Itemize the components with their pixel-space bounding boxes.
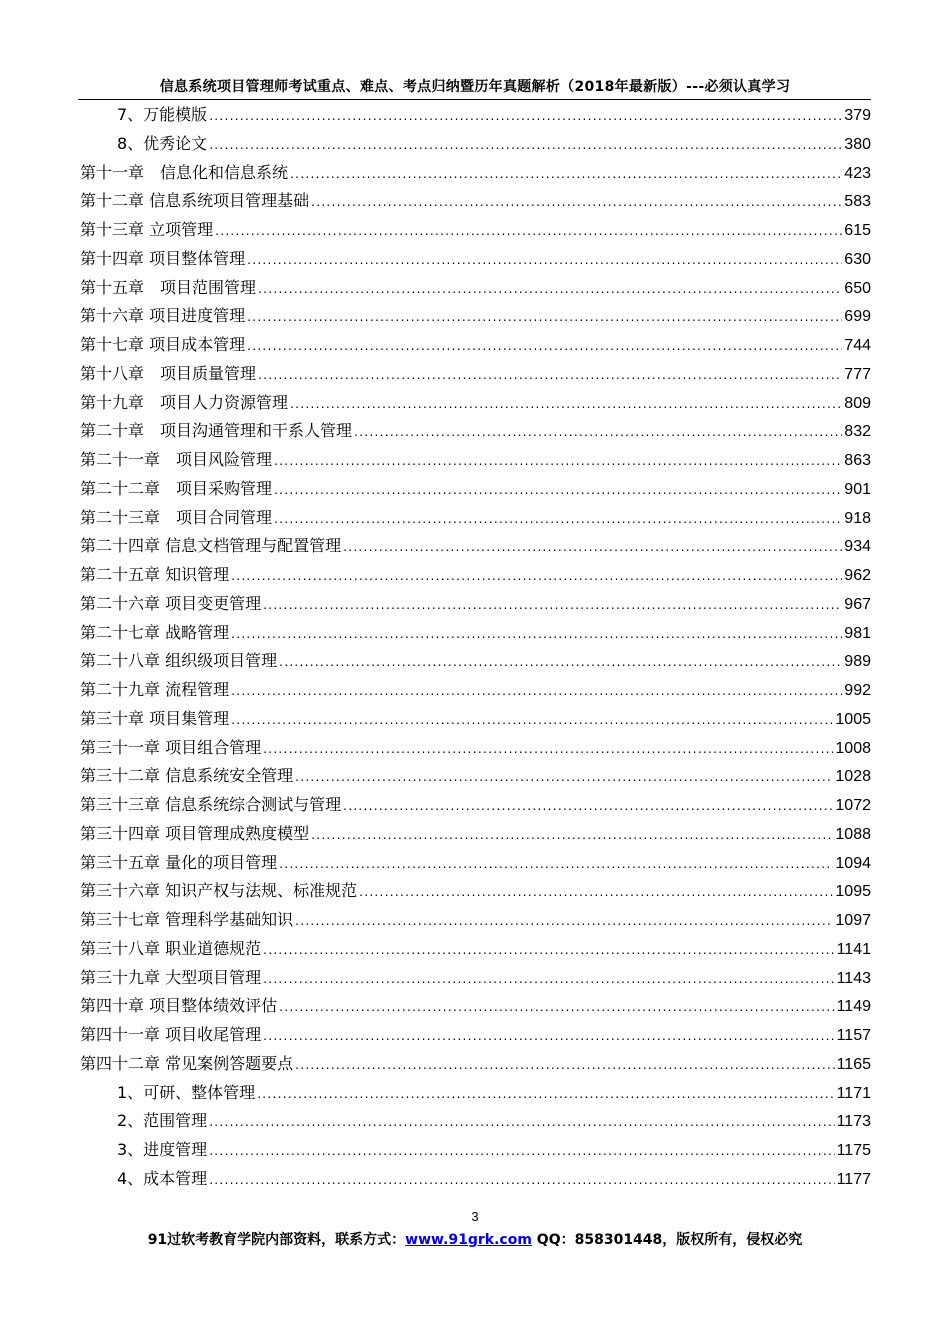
toc-entry-label: 第二十四章 信息文档管理与配置管理 xyxy=(80,536,342,556)
toc-entry[interactable] xyxy=(80,877,871,906)
toc-entry-page: 809 xyxy=(844,394,871,412)
toc-entry-label: 第二十八章 组织级项目管理 xyxy=(80,651,278,671)
toc-entry-page: 1171 xyxy=(836,1084,871,1102)
toc-entry[interactable] xyxy=(80,1050,871,1079)
toc-leader-dots xyxy=(290,390,842,419)
toc-leader-dots xyxy=(290,160,842,189)
toc-entry-label: 2、范围管理 xyxy=(117,1111,208,1131)
toc-leader-dots xyxy=(209,1166,834,1195)
toc-entry-label: 第三十一章 项目组合管理 xyxy=(80,737,262,757)
toc-entry[interactable] xyxy=(80,302,871,331)
toc-leader-dots xyxy=(274,476,842,505)
toc-entry-page: 901 xyxy=(844,480,871,498)
toc-leader-dots xyxy=(359,878,833,907)
toc-entry[interactable] xyxy=(80,619,871,648)
toc-entry-page: 962 xyxy=(844,567,871,584)
page-header: 信息系统项目管理师考试重点、难点、考点归纳暨历年真题解析（2018年最新版）---必须认真学习 xyxy=(159,79,791,95)
toc-entry-label: 第三十八章 职业道德规范 xyxy=(80,938,262,958)
toc-entry[interactable] xyxy=(80,187,871,216)
toc-entry[interactable] xyxy=(80,101,871,130)
toc-entry-label: 4、成本管理 xyxy=(117,1168,208,1188)
toc-entry[interactable] xyxy=(80,1021,871,1050)
toc-entry-page: 1149 xyxy=(836,998,871,1016)
toc-entry-label: 第三十二章 信息系统安全管理 xyxy=(80,766,294,786)
toc-entry[interactable] xyxy=(80,504,871,533)
toc-entry-page: 981 xyxy=(844,624,871,642)
toc-leader-dots xyxy=(295,1051,835,1080)
toc-entry-page: 1094 xyxy=(835,854,871,872)
toc-entry-label: 第十七章 项目成本管理 xyxy=(80,335,246,354)
toc-entry-page: 1028 xyxy=(835,768,871,786)
toc-entry[interactable] xyxy=(80,389,871,418)
toc-entry-label: 第十八章 项目质量管理 xyxy=(80,363,257,383)
toc-entry[interactable] xyxy=(80,1136,871,1165)
toc-entry-page: 1175 xyxy=(836,1142,871,1159)
toc-entry-label: 第二十三章 项目合同管理 xyxy=(80,507,273,527)
toc-leader-dots xyxy=(231,677,842,706)
toc-leader-dots xyxy=(343,792,833,821)
toc-entry-label: 第三十九章 大型项目管理 xyxy=(80,967,262,987)
toc-entry-label: 第三十五章 量化的项目管理 xyxy=(80,852,278,872)
toc-entry-label: 第十四章 项目整体管理 xyxy=(80,248,246,268)
toc-entry-label: 第二十九章 流程管理 xyxy=(80,680,230,699)
toc-entry-page: 744 xyxy=(844,337,871,354)
toc-entry-label: 第三十三章 信息系统综合测试与管理 xyxy=(80,795,342,814)
toc-entry-label: 8、优秀论文 xyxy=(117,133,208,153)
footer-suffix: QQ：858301448，版权所有，侵权必究 xyxy=(531,1232,803,1248)
toc-leader-dots xyxy=(247,246,842,275)
toc-entry-page: 918 xyxy=(844,509,871,527)
toc-entry[interactable] xyxy=(80,676,871,705)
toc-entry-page: 380 xyxy=(844,135,871,153)
footer-website-link[interactable]: www.91grk.com xyxy=(405,1232,532,1248)
toc-entry-page: 379 xyxy=(844,107,871,124)
toc-leader-dots xyxy=(258,361,842,390)
toc-entry-page: 989 xyxy=(844,653,871,671)
toc-entry[interactable] xyxy=(80,561,871,590)
toc-leader-dots xyxy=(209,1137,834,1166)
toc-entry-page: 699 xyxy=(844,308,871,326)
toc-entry-label: 第十五章 项目范围管理 xyxy=(80,277,257,297)
toc-entry[interactable] xyxy=(80,331,871,360)
toc-entry[interactable] xyxy=(80,590,871,619)
toc-entry-page: 967 xyxy=(844,595,871,613)
toc-leader-dots xyxy=(274,505,842,534)
toc-entry[interactable] xyxy=(80,791,871,820)
toc-entry[interactable] xyxy=(80,734,871,763)
toc-leader-dots xyxy=(209,102,842,131)
toc-entry[interactable] xyxy=(80,274,871,303)
toc-entry-page: 1008 xyxy=(835,739,871,757)
toc-leader-dots xyxy=(263,591,842,620)
toc-leader-dots xyxy=(263,936,835,965)
toc-entry[interactable] xyxy=(80,417,871,446)
toc-leader-dots xyxy=(295,763,833,792)
toc-entry[interactable] xyxy=(80,992,871,1021)
toc-entry-label: 第二十五章 知识管理 xyxy=(80,565,230,584)
toc-entry[interactable] xyxy=(80,475,871,504)
toc-entry-page: 1005 xyxy=(835,710,871,728)
toc-entry[interactable] xyxy=(80,906,871,935)
toc-entry-label: 第四十二章 常见案例答题要点 xyxy=(80,1053,294,1073)
toc-entry-label: 第二十二章 项目采购管理 xyxy=(80,478,273,498)
toc-leader-dots xyxy=(231,706,833,735)
table-of-contents xyxy=(80,101,871,1194)
toc-leader-dots xyxy=(354,418,842,447)
toc-entry-page: 1141 xyxy=(836,940,871,958)
toc-leader-dots xyxy=(263,735,833,764)
toc-entry-page: 1072 xyxy=(835,797,871,814)
toc-leader-dots xyxy=(231,620,842,649)
toc-entry-label: 第三十章 项目集管理 xyxy=(80,708,230,728)
toc-entry-page: 650 xyxy=(844,279,871,297)
toc-leader-dots xyxy=(295,907,833,936)
toc-entry-page: 1097 xyxy=(835,912,871,929)
toc-leader-dots xyxy=(258,275,842,304)
toc-entry-label: 第二十六章 项目变更管理 xyxy=(80,593,262,613)
toc-entry-page: 423 xyxy=(844,164,871,182)
toc-entry-page: 630 xyxy=(844,250,871,268)
toc-entry-label: 第十九章 项目人力资源管理 xyxy=(80,392,289,412)
toc-entry-label: 第十三章 立项管理 xyxy=(80,220,214,239)
toc-entry[interactable] xyxy=(80,446,871,475)
toc-leader-dots xyxy=(209,1108,834,1137)
toc-entry[interactable] xyxy=(80,1107,871,1136)
toc-entry-label: 第四十一章 项目收尾管理 xyxy=(80,1025,262,1044)
toc-leader-dots xyxy=(215,217,842,246)
toc-entry-page: 1165 xyxy=(836,1055,871,1073)
toc-leader-dots xyxy=(343,533,842,562)
toc-entry-page: 1177 xyxy=(836,1170,871,1188)
toc-entry-page: 1095 xyxy=(835,883,871,901)
toc-entry[interactable] xyxy=(80,762,871,791)
footer-prefix: 91过软考教育学院内部资料，联系方式： xyxy=(147,1232,406,1248)
toc-entry-label: 第二十章 项目沟通管理和干系人管理 xyxy=(80,421,353,441)
toc-leader-dots xyxy=(247,332,842,361)
toc-entry-label: 3、进度管理 xyxy=(117,1140,208,1159)
toc-entry[interactable] xyxy=(80,1079,871,1108)
toc-entry-page: 583 xyxy=(844,193,871,211)
toc-entry[interactable] xyxy=(80,820,871,849)
toc-leader-dots xyxy=(274,447,842,476)
toc-entry-label: 第四十章 项目整体绩效评估 xyxy=(80,996,278,1016)
header-divider xyxy=(78,99,871,100)
toc-entry-page: 1173 xyxy=(836,1113,871,1131)
toc-entry[interactable] xyxy=(80,647,871,676)
toc-entry[interactable] xyxy=(80,935,871,964)
toc-entry-page: 934 xyxy=(844,538,871,556)
toc-entry-label: 第三十四章 项目管理成熟度模型 xyxy=(80,823,310,843)
page-footer xyxy=(0,1229,950,1249)
page-number: 3 xyxy=(471,1209,479,1224)
toc-entry-page: 1157 xyxy=(836,1027,871,1044)
toc-entry[interactable] xyxy=(80,849,871,878)
toc-entry[interactable] xyxy=(80,532,871,561)
toc-leader-dots xyxy=(209,131,842,160)
toc-entry[interactable] xyxy=(80,705,871,734)
toc-entry-label: 第十二章 信息系统项目管理基础 xyxy=(80,191,310,211)
toc-leader-dots xyxy=(263,1022,835,1051)
toc-entry[interactable] xyxy=(80,130,871,159)
toc-leader-dots xyxy=(279,850,833,879)
toc-leader-dots xyxy=(231,562,842,591)
toc-entry[interactable] xyxy=(80,1165,871,1194)
toc-leader-dots xyxy=(311,188,842,217)
toc-entry-label: 第二十七章 战略管理 xyxy=(80,622,230,642)
toc-leader-dots xyxy=(263,965,835,994)
toc-entry-page: 863 xyxy=(844,452,871,469)
toc-entry-page: 1088 xyxy=(835,825,871,843)
toc-entry-label: 第三十七章 管理科学基础知识 xyxy=(80,910,294,929)
toc-entry-label: 第三十六章 知识产权与法规、标准规范 xyxy=(80,881,358,901)
toc-entry-label: 7、万能模版 xyxy=(117,105,208,124)
toc-leader-dots xyxy=(279,993,835,1022)
toc-leader-dots xyxy=(247,303,842,332)
toc-entry[interactable] xyxy=(80,159,871,188)
toc-leader-dots xyxy=(257,1080,834,1109)
toc-entry-page: 992 xyxy=(844,682,871,699)
toc-entry-page: 777 xyxy=(844,365,871,383)
toc-entry-label: 1、可研、整体管理 xyxy=(117,1082,256,1102)
toc-entry[interactable] xyxy=(80,360,871,389)
toc-leader-dots xyxy=(311,821,833,850)
toc-entry-page: 615 xyxy=(844,222,871,239)
toc-leader-dots xyxy=(279,648,842,677)
toc-entry-label: 第十六章 项目进度管理 xyxy=(80,306,246,326)
toc-entry-page: 832 xyxy=(844,423,871,441)
toc-entry-page: 1143 xyxy=(836,969,871,987)
toc-entry[interactable] xyxy=(80,216,871,245)
toc-entry[interactable] xyxy=(80,245,871,274)
toc-entry[interactable] xyxy=(80,964,871,993)
toc-entry-label: 第二十一章 项目风险管理 xyxy=(80,450,273,469)
toc-entry-label: 第十一章 信息化和信息系统 xyxy=(80,162,289,182)
